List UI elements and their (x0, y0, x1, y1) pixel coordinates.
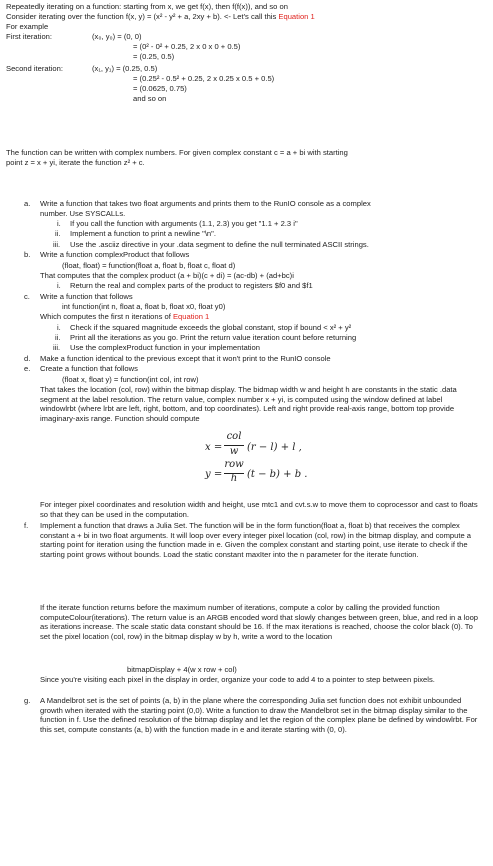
equation-1-ref: Equation 1 (278, 12, 315, 21)
complex-paragraph-line: The function can be written with complex numbers. For given complex constant c = a + bi with starting (6, 148, 348, 157)
item-a-i: If you call the function with arguments (1.1, 2.3) you get "1.1 + 2.3 i" (70, 219, 298, 228)
item-b-text: Write a function complexProduct that follows (40, 250, 190, 259)
subitem-marker: ii. (55, 229, 61, 238)
intro-line-1: Repeatedly iterating on a function: starting from x, we get f(x), then f(f(x)), and so on (6, 2, 288, 11)
second-iteration-line: = (0.0625, 0.75) (133, 84, 187, 93)
item-f-paragraph-3: Since you're visiting each pixel in the display in order, organize your code to add 4 to a pointer to step between pixels. (40, 675, 435, 684)
second-iteration-line: and so on (133, 94, 167, 103)
item-b-text: That computes that the complex product (a + bi)(c + di) = (ac-db) + (ad+bc)i (40, 271, 294, 280)
item-d-text: Make a function identical to the previous except that it won't print to the RunIO console (40, 354, 331, 363)
for-example-label: For example (6, 22, 49, 31)
subitem-marker: ii. (55, 333, 61, 342)
item-c-marker: c. (24, 292, 30, 301)
subitem-marker: iii. (53, 240, 61, 249)
item-a-ii: Implement a function to print a newline "\n". (70, 229, 216, 238)
item-b-signature: (float, float) = function(float a, float b, float c, float d) (62, 261, 236, 270)
item-a-marker: a. (24, 199, 31, 208)
bitmap-address-formula: bitmapDisplay + 4(w x row + col) (127, 665, 237, 674)
equation-x-numerator: col (226, 431, 242, 442)
item-e-paragraph: That takes the location (col, row) within the bitmap display. The bidmap width w and height h are constants in the static .data segment at the label resolution. The return value, complex number x + yi, is computed using the window defined at label windowlrbt (where lrbt are left, right, bottom, and top coordinates). Left and right provide real-axis range, bottom top provide imaginary-axis range. Function should compute (40, 385, 457, 423)
item-c-text: Which computes the first n iterations of Equation 1 (40, 312, 210, 321)
item-g-marker: g. (24, 696, 31, 705)
item-f-marker: f. (24, 521, 29, 530)
first-iteration-line: = (0² - 0² + 0.25, 2 x 0 x 0 + 0.5) (133, 42, 241, 51)
item-c-ii: Print all the iterations as you go. Print the return value iteration count before returning (70, 333, 357, 342)
equation-x-lhs: x = (205, 442, 223, 453)
subitem-marker: i. (57, 219, 61, 228)
second-iteration-line: (x₁, y₁) = (0.25, 0.5) (92, 64, 158, 73)
item-a-text: Write a function that takes two float arguments and prints them to the RunIO console as a complex (40, 199, 371, 208)
item-g-paragraph: A Mandelbrot set is the set of points (a, b) in the plane where the corresponding Julia set function does not exhibit unbounded growth when iterated with the starting point (0,0). Write a function to draw the Mandelbrot set in the bitmap display similar to the function in f. Use the defined resolution of the bitmap display and let the region of the complex plane be defined by windowlrbt. For this set, compute constants (a, b) with the function made in e and iterate starting with (0, 0). (40, 696, 478, 734)
equation-y-rhs: (t − b) + b . (247, 469, 308, 480)
subitem-marker: iii. (53, 343, 61, 352)
subitem-marker: i. (57, 323, 61, 332)
second-iteration-label: Second iteration: (6, 64, 63, 73)
first-iteration-label: First iteration: (6, 32, 52, 41)
complex-paragraph-line: point z = x + yi, iterate the function z² + c. (6, 158, 145, 167)
item-c-i: Check if the squared magnitude exceeds the global constant, stop if bound < x² + y² (70, 323, 352, 332)
equation-y-numerator: row (224, 459, 244, 470)
item-c-signature: int function(int n, float a, float b, float x0, float y0) (62, 302, 226, 311)
item-e-marker: e. (24, 364, 31, 373)
item-b-marker: b. (24, 250, 31, 259)
equation-x-denominator: w (229, 446, 239, 457)
item-e-text: Create a function that follows (40, 364, 138, 373)
equation-x-rhs: (r − l) + l , (247, 442, 302, 453)
second-iteration-line: = (0.25² - 0.5² + 0.25, 2 x 0.25 x 0.5 + 0.5) (133, 74, 275, 83)
first-iteration-line: (x₀, y₀) = (0, 0) (92, 32, 142, 41)
equation-y-lhs: y = (205, 469, 223, 480)
subitem-marker: i. (57, 281, 61, 290)
item-f-paragraph-2: If the iterate function returns before the maximum number of iterations, compute a color by calling the provided function computeColour(iterations). The return value is an ARGB encoded word that slowly changes between green, blue, and red in a loop as iterations increase. The scale static data constant should be 16. If the max iterations is reached, choose the color black (0). To set the pixel location (col, row) in the bitmap display w by h, write a word to the location (40, 603, 479, 641)
item-a-iii: Use the .asciiz directive in your .data segment to define the null terminated ASCII strings. (70, 240, 369, 249)
item-b-i: Return the real and complex parts of the product to registers $f0 and $f1 (70, 281, 313, 290)
item-a-text: number. Use SYSCALLs. (40, 209, 126, 218)
equation-y-denominator: h (230, 473, 238, 484)
item-c-iii: Use the complexProduct function in your implementation (70, 343, 260, 352)
first-iteration-line: = (0.25, 0.5) (133, 52, 175, 61)
item-e-after-paragraph: For integer pixel coordinates and resolution width and height, use mtc1 and cvt.s.w to move them to coprocessor and cast to floats so that they can be used in the computation. (40, 500, 478, 519)
equation-1-ref: Equation 1 (172, 312, 210, 321)
item-d-marker: d. (24, 354, 31, 363)
intro-line-2: Consider iterating over the function f(x, y) = (x² - y² + a, 2xy + b). <- Let's call this Equation 1 (6, 12, 315, 21)
item-e-signature: (float x, float y) = function(int col, int row) (62, 375, 199, 384)
item-c-text: Write a function that follows (40, 292, 133, 301)
item-f-paragraph-1: Implement a function that draws a Julia Set. The function will be in the form function(float a, float b) that receives the complex constant a + bi in two float arguments. It will loop over every integer pixel location (col, row) in the bitmap display, and compute a starting point for iteration using the function made in e. Given the complex constant and starting point, use iterate to check if the starting point grows without bounds. Load the static constant maxIter into the n parameter for the iterate function. (40, 521, 472, 559)
